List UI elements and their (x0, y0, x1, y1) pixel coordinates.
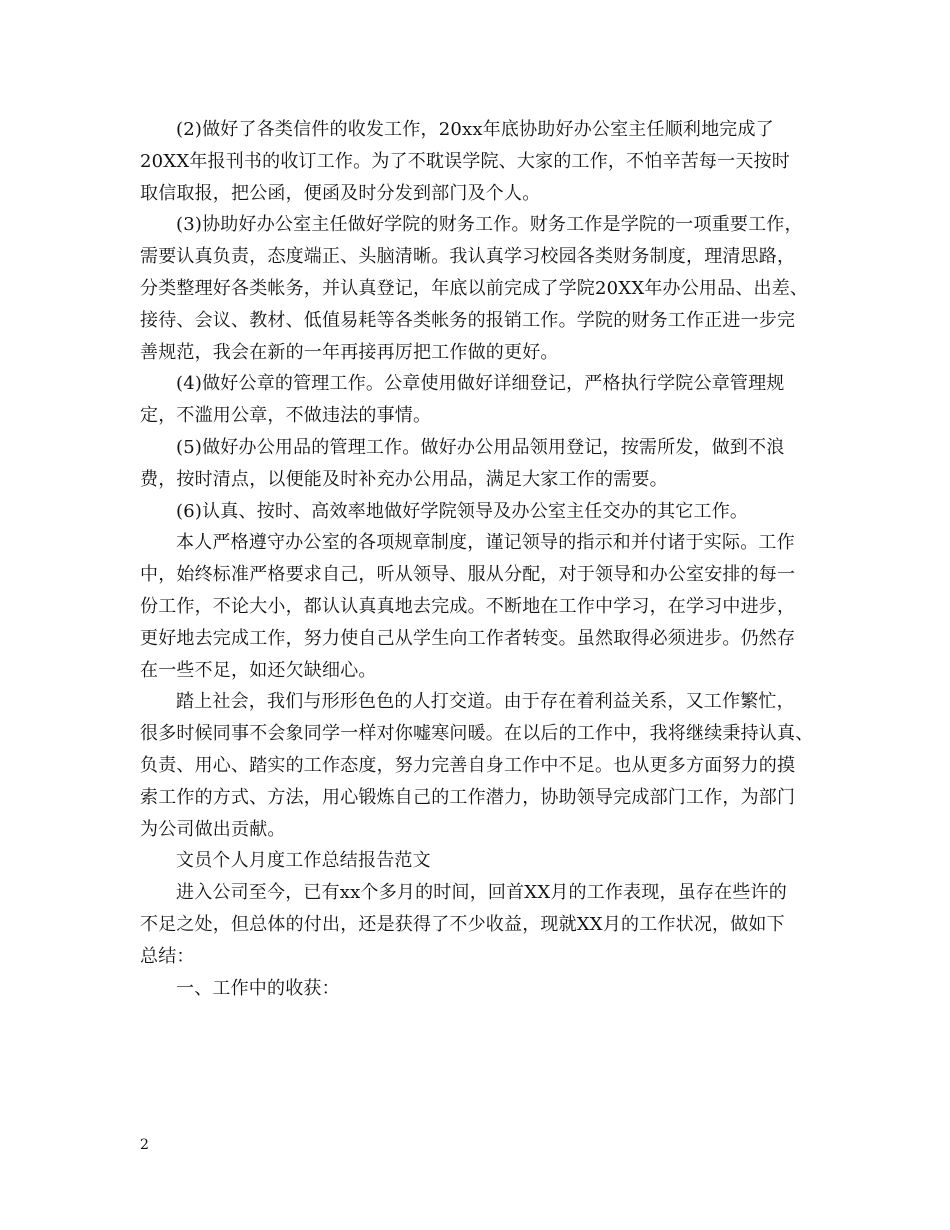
document-body (140, 114, 820, 1004)
text-line: 不足之处，但总体的付出，还是获得了不少收益，现就XX月的工作状况，做如下 (140, 913, 785, 935)
text-line: 需要认真负责，态度端正、头脑清晰。我认真学习校园各类财务制度，理清思路， (140, 246, 796, 268)
text-line: 善规范，我会在新的一年再接再厉把工作做的更好。 (140, 341, 559, 363)
text-line: (2)做好了各类信件的收发工作，20xx年底协助好办公室主任顺利地完成了 (176, 119, 774, 140)
text-line: 本人严格遵守办公室的各项规章制度，谨记领导的指示和并付诸于实际。工作 (176, 532, 795, 554)
text-line: 分类整理好各类帐务，并认真登记，年底以前完成了学院20XX年办公用品、出差、 (140, 277, 809, 299)
text-line: 踏上社会，我们与形形色色的人打交道。由于存在着利益关系，又工作繁忙， (176, 691, 795, 713)
text-line: 在一些不足，如还欠缺细心。 (140, 659, 377, 681)
text-line: 进入公司至今，已有xx个多月的时间，回首XX月的工作表现，虽存在些许的 (176, 882, 787, 904)
text-line: 一、工作中的收获： (176, 977, 340, 999)
text-line: 为公司做出贡献。 (140, 818, 286, 840)
text-line: 文员个人月度工作总结报告范文 (176, 850, 431, 872)
text-line: 索工作的方式、方法，用心锻炼自己的工作潜力，协助领导完成部门工作，为部门 (140, 786, 796, 808)
text-line: 费，按时清点，以便能及时补充办公用品，满足大家工作的需要。 (140, 468, 668, 490)
text-line: 接待、会议、教材、低值易耗等各类帐务的报销工作。学院的财务工作正进一步完 (140, 309, 796, 331)
text-line: 负责、用心、踏实的工作态度，努力完善自身工作中不足。也从更多方面努力的摸 (140, 754, 796, 776)
text-line: 20XX年报刊书的收订工作。为了不耽误学院、大家的工作，不怕辛苦每一天按时 (140, 150, 790, 172)
text-line: 总结： (140, 945, 195, 967)
text-line: 定，不滥用公章，不做违法的事情。 (140, 405, 432, 427)
text-line: (5)做好办公用品的管理工作。做好办公用品领用登记，按需所发，做到不浪 (176, 436, 785, 458)
text-line: (6)认真、按时、高效率地做好学院领导及办公室主任交办的其它工作。 (176, 500, 749, 522)
text-line: 很多时候同事不会象同学一样对你嘘寒问暖。在以后的工作中，我将继续秉持认真、 (140, 723, 814, 745)
text-line: (3)协助好办公室主任做好学院的财务工作。财务工作是学院的一项重要工作， (176, 214, 803, 236)
text-line: 取信取报，把公函，便函及时分发到部门及个人。 (140, 182, 541, 204)
text-line: 份工作，不论大小，都认认真真地去完成。不断地在工作中学习，在学习中进步， (140, 595, 796, 617)
text-line: (4)做好公章的管理工作。公章使用做好详细登记，严格执行学院公章管理规 (176, 373, 785, 395)
text-line: 更好地去完成工作，努力使自己从学生向工作者转变。虽然取得必须进步。仍然存 (140, 627, 796, 649)
text-line: 中，始终标准严格要求自己，听从领导、服从分配，对于领导和办公室安排的每一 (140, 564, 796, 586)
page-number: 2 (140, 1137, 149, 1153)
